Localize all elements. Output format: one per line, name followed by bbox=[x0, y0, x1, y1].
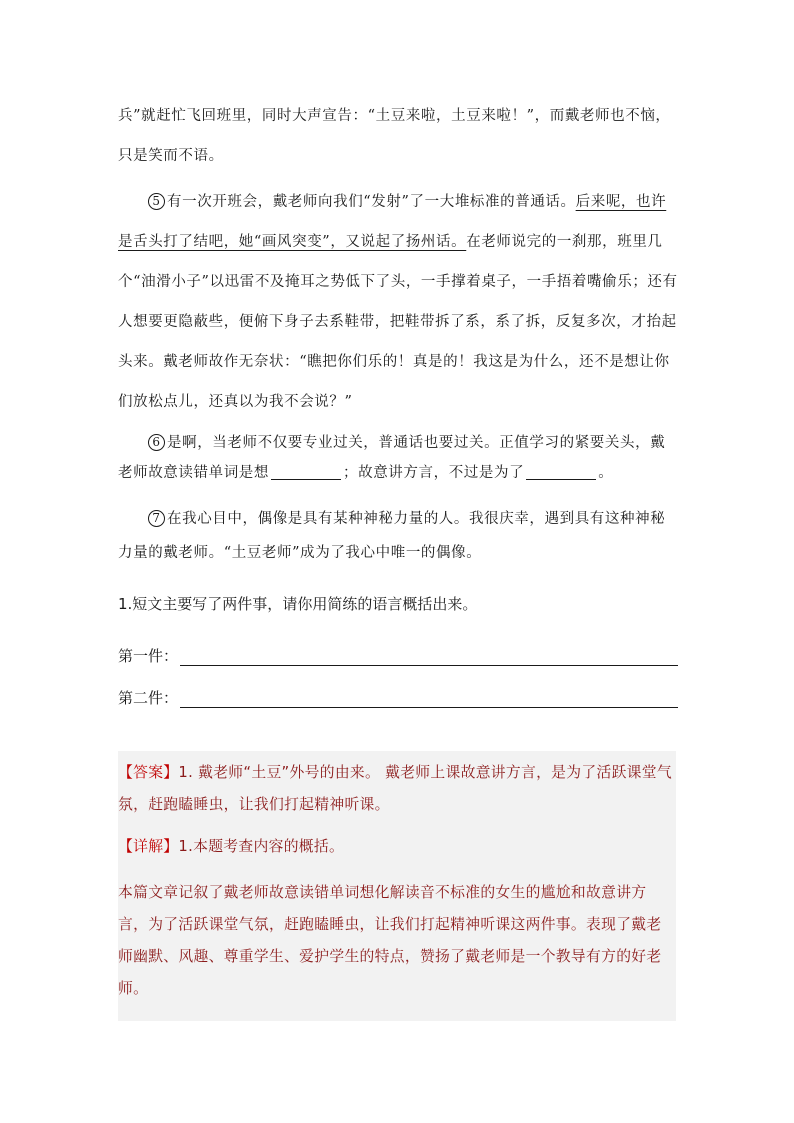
paragraph-number-7: 7 bbox=[148, 510, 165, 527]
paragraph-5-part-a: 有一次开班会，戴老师向我们“发射”了一大堆标准的普通话。 bbox=[167, 194, 576, 210]
paragraph-6 bbox=[118, 428, 678, 488]
paragraph-6-part-a: 是啊，当老师不仅要专业过关，普通话也要过关。正值学习的紧要关头，戴老师故意读错单词是想 bbox=[118, 435, 666, 481]
detail-paragraph bbox=[118, 831, 676, 863]
paragraph-6-part-b: ；故意讲方言，不过是为了 bbox=[343, 465, 525, 481]
paragraph-7 bbox=[118, 502, 678, 570]
explanation-paragraph: 本篇文章记叙了戴老师故意读错单词想化解读音不标准的女生的尴尬和故意讲方言，为了活跃课堂气氛，赶跑瞌睡虫，让我们打起精神听课这两件事。表现了戴老师幽默、风趣、尊重学生、爱护学生的特点，赞扬了戴老师是一个教导有方的好老师。 bbox=[118, 884, 662, 997]
paragraph-6-part-c: 。 bbox=[598, 465, 614, 481]
detail-tag: 【详解】 bbox=[118, 838, 179, 855]
paragraph-7-text: 在我心目中，偶像是具有某种神秘力量的人。我很庆幸，遇到具有这种神秘力量的戴老师。“土豆老师”成为了我心中唯一的偶像。 bbox=[118, 511, 666, 561]
answer-section bbox=[118, 751, 676, 1021]
document-page bbox=[118, 0, 678, 708]
first-answer-line[interactable] bbox=[180, 647, 678, 666]
question-text: 1.短文主要写了两件事，请你用简练的语言概括出来。 bbox=[118, 595, 478, 613]
answer-text: 1. 戴老师“土豆”外号的由来。 戴老师上课故意讲方言，是为了活跃课堂气氛，赶跑瞌睡虫，让我们打起精神听课。 bbox=[118, 764, 672, 813]
answer-paragraph bbox=[118, 757, 676, 821]
detail-text: 1.本题考查内容的概括。 bbox=[178, 838, 345, 855]
paragraph-5-part-b: 在老师说完的一刹那，班里几个“油滑小子”以迅雷不及掩耳之势低下了头，一手撑着桌子，一手捂着嘴偷乐；还有人想要更隐蔽些，便俯下身子去系鞋带，把鞋带拆了系，系了拆，反复多次，才抬起头来。戴老师故作无奈状：“瞧把你们乐的！真是的！我这是为什么，还不是想让你们放松点儿，还真以为我不会说？” bbox=[118, 234, 678, 410]
fill-blank-2[interactable] bbox=[526, 465, 596, 480]
underlined-sentence: 后来呢，也许是舌头打了结吧，她“画风突变”，又说起了扬州话。 bbox=[118, 194, 667, 250]
second-label: 第二件： bbox=[118, 689, 179, 707]
answer-line-second bbox=[118, 686, 678, 708]
paragraph-number-6: 6 bbox=[148, 434, 165, 451]
second-answer-line[interactable] bbox=[180, 689, 678, 708]
first-label: 第一件： bbox=[118, 647, 179, 665]
paragraph-5 bbox=[118, 182, 678, 422]
fill-blank-1[interactable] bbox=[271, 465, 341, 480]
answer-tag: 【答案】 bbox=[118, 764, 179, 781]
answer-line-first bbox=[118, 644, 678, 666]
paragraph-number-5: 5 bbox=[148, 193, 165, 210]
paragraph-continued: 兵”就赶忙飞回班里，同时大声宣告：“土豆来啦，土豆来啦！”，而戴老师也不恼，只是笑而不语。 bbox=[118, 108, 671, 164]
